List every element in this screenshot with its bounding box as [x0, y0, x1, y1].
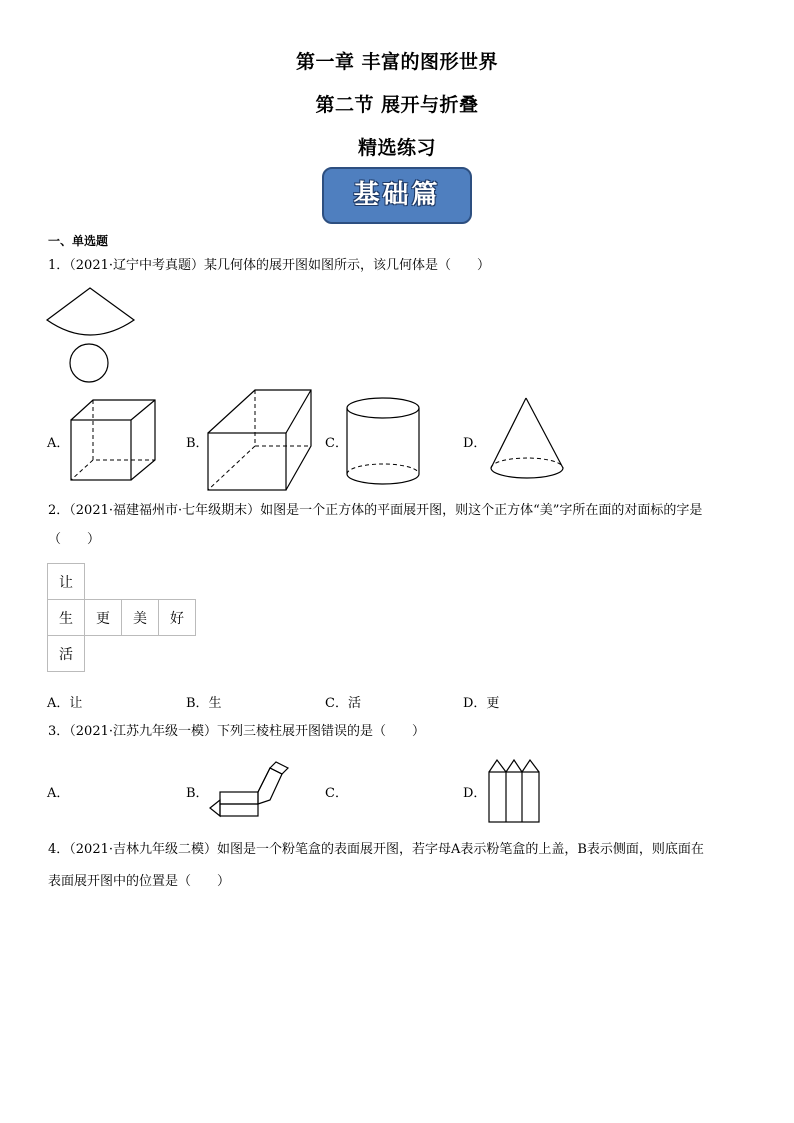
q1-option-c[interactable]: C．	[325, 436, 348, 451]
q3-option-b[interactable]: B．	[186, 786, 209, 801]
net-cell-top: 让	[48, 564, 85, 600]
question-4-text: 4．（2021·吉林九年级二模）如图是一个粉笔盒的表面展开图，若字母A表示粉笔盒的上盖，B表示侧面，则底面在	[48, 842, 704, 857]
q1-option-a[interactable]: A．	[47, 436, 70, 451]
q3-option-d[interactable]: D．	[463, 786, 487, 801]
q3-prism-net-b-figure	[210, 762, 290, 822]
q1-net-figure	[45, 285, 140, 385]
q3-option-c[interactable]: C．	[325, 786, 348, 801]
q3-prism-net-d-figure	[487, 758, 543, 824]
q2-option-d[interactable]: D．更	[463, 696, 500, 711]
q1-cuboid-figure	[205, 388, 315, 493]
q2-option-c[interactable]: C．活	[325, 696, 361, 711]
section-title: 第二节 展开与折叠	[315, 94, 479, 116]
section-label: 一、单选题	[48, 234, 109, 248]
net-cell: 生	[48, 600, 85, 636]
question-4-text-cont: 表面展开图中的位置是（ ）	[48, 874, 231, 889]
q3-option-a[interactable]: A．	[47, 786, 70, 801]
q2-option-b[interactable]: B．生	[186, 696, 222, 711]
q1-option-d[interactable]: D．	[463, 436, 487, 451]
question-3-text: 3．（2021·江苏九年级一模）下列三棱柱展开图错误的是（ ）	[48, 724, 425, 739]
net-cell: 好	[159, 600, 196, 636]
chapter-title: 第一章 丰富的图形世界	[295, 51, 499, 73]
subtitle: 精选练习	[357, 137, 436, 159]
q1-cube-figure	[68, 398, 158, 483]
q1-option-b[interactable]: B．	[186, 436, 209, 451]
q1-cone-figure	[488, 396, 568, 484]
q2-option-a[interactable]: A．让	[47, 696, 83, 711]
net-cell: 美	[122, 600, 159, 636]
q1-cylinder-figure	[343, 396, 423, 488]
question-2-text-cont: （ ）	[48, 532, 101, 547]
question-2-text: 2．（2021·福建福州市·七年级期末）如图是一个正方体的平面展开图，则这个正方体“美”字所在面的对面标的字是	[48, 503, 703, 518]
net-cell-bottom: 活	[48, 636, 85, 672]
level-badge: 基础篇	[322, 167, 472, 224]
cube-net-table	[47, 563, 196, 672]
question-1-text: 1．（2021·辽宁中考真题）某几何体的展开图如图所示，该几何体是（ ）	[48, 258, 490, 273]
net-cell: 更	[85, 600, 122, 636]
